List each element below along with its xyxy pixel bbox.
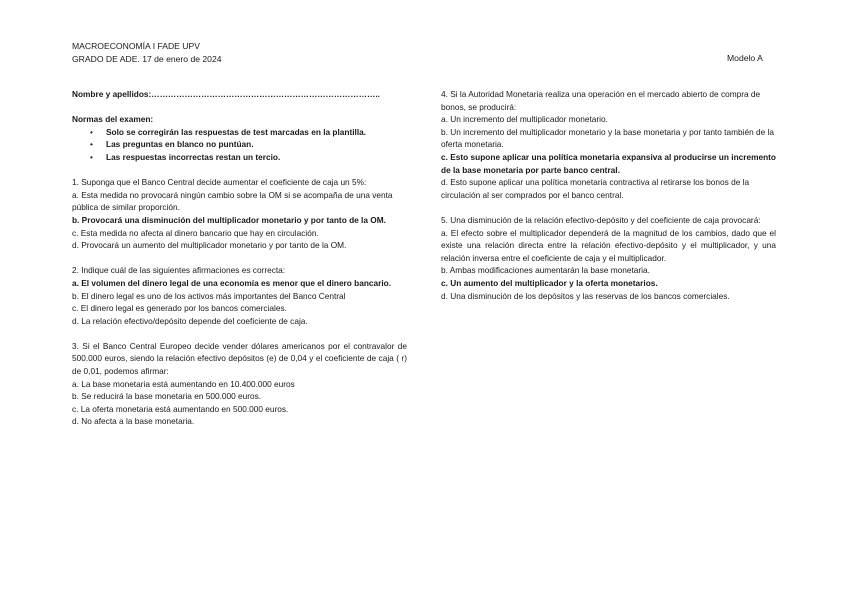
option-c: c. Un aumento del multiplicador y la oferta monetarios. (441, 277, 658, 288)
option-d: d. Provocará un aumento del multiplicador monetario y por tanto de la OM. (72, 240, 347, 251)
option-d: d. No afecta a la base monetaria. (72, 416, 195, 427)
option-c: c. Esta medida no afecta al dinero bancario que hay en circulación. (72, 227, 319, 238)
option-b: b. Se reducirá la base monetaria en 500.000 euros. (72, 391, 262, 402)
rule-item: • Solo se corregirán las respuestas de test marcadas en la plantilla. (106, 126, 407, 139)
question-stem: 3. Si el Banco Central Europeo decide vender dólares americanos por el contravalor de 500.000 euros, siendo la relación efectivo depósitos (e) de 0,04 y el coeficiente de caja ( r) de 0,01, podemos afirmar: (72, 340, 407, 377)
name-line: Nombre y apellidos:……………………………………………………………………….. (72, 89, 380, 99)
question-5 (441, 214, 776, 302)
question-4 (441, 88, 776, 201)
option-d: d. Esto supone aplicar una política monetaria contractiva al retirarse los bonos de la circulación al ser comprados por el banco central. (441, 177, 750, 200)
rules-list (72, 126, 407, 164)
question-stem: 1. Suponga que el Banco Central decide aumentar el coeficiente de caja un 5%: (72, 177, 367, 188)
option-b: b. El dinero legal es uno de los activos más importantes del Banco Central (72, 290, 346, 301)
option-a: a. El volumen del dinero legal de una economía es menor que el dinero bancario. (72, 277, 392, 288)
option-c: c. El dinero legal es generado por los bancos comerciales. (72, 303, 287, 314)
option-b: b. Ambas modificaciones aumentarán la base monetaria. (441, 265, 650, 276)
question-stem: 4. Si la Autoridad Monetaria realiza una operación en el mercado abierto de compra de bonos, se producirá: (441, 89, 761, 112)
question-stem: 2. Indique cuál de las siguientes afirmaciones es correcta: (72, 265, 286, 276)
option-d: d. Una disminución de los depósitos y las reservas de los bancos comerciales. (441, 290, 730, 301)
option-a: a. Esta medida no provocará ningún cambio sobre la OM si se acompaña de una venta pública de similar proporción. (72, 189, 393, 213)
option-c: c. Esto supone aplicar una política monetaria expansiva al producirse un incremento de la base monetaria por parte banco central. (441, 151, 776, 175)
option-a: a. La base monetaria está aumentando en 10.400.000 euros (72, 378, 295, 389)
left-column (72, 88, 407, 428)
option-a: a. Un incremento del multiplicador monetario. (441, 114, 608, 125)
right-column (441, 88, 776, 302)
option-b: b. Un incremento del multiplicador monetario y la base monetaria y por tanto también de la oferta monetaria. (441, 126, 774, 150)
option-c: c. La oferta monetaria está aumentando en 500.000 euros. (72, 403, 289, 414)
rule-item: • Las respuestas incorrectas restan un tercio. (106, 151, 407, 164)
question-1 (72, 176, 407, 252)
course-title: MACROECONOMÍA I FADE UPV (72, 41, 200, 51)
question-2 (72, 264, 407, 327)
rule-item: • Las preguntas en blanco no puntúan. (106, 138, 407, 151)
option-d: d. La relación efectivo/depósito depende del coeficiente de caja. (72, 315, 308, 326)
question-3 (72, 340, 407, 428)
exam-header (72, 40, 222, 66)
option-a: a. El efecto sobre el multiplicador dependerá de la magnitud de los cambios, dado que el existe una relación directa entre la relación efectivo-depósito y el multiplicador, y una relación inversa entre el coeficiente de caja y el multiplicador. (441, 227, 776, 263)
exam-model: Modelo A (727, 53, 763, 63)
rules-title: Normas del examen: (72, 114, 154, 125)
option-b: b. Provocará una disminución del multiplicador monetario y por tanto de la OM. (72, 214, 386, 225)
question-stem: 5. Una disminución de la relación efectivo-depósito y del coeficiente de caja provocará: (441, 214, 761, 225)
degree-date: GRADO DE ADE. 17 de enero de 2024 (72, 54, 222, 64)
